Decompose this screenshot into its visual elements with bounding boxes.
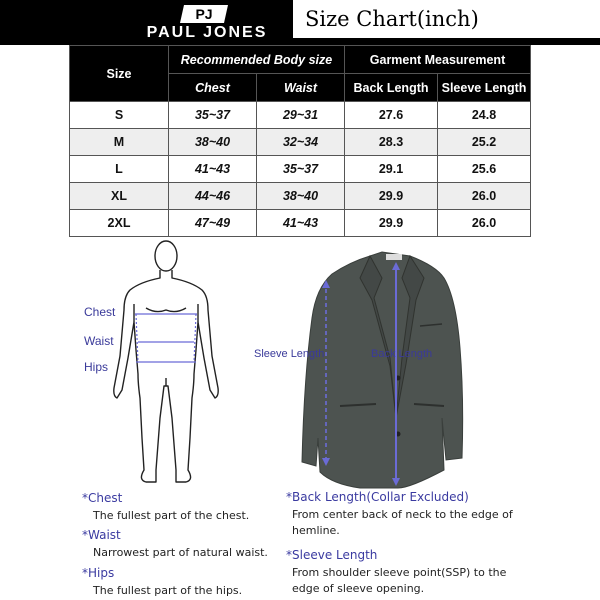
waist-cell: 32~34 [257, 129, 345, 156]
sleeve-length-cell: 24.8 [438, 102, 531, 129]
waist-cell: 38~40 [257, 183, 345, 210]
note-term: *Sleeve Length [286, 548, 378, 562]
page-title: Size Chart(inch) [293, 0, 600, 38]
waist-column-header: Waist [257, 74, 345, 102]
back-length-cell: 29.9 [345, 183, 438, 210]
chest-cell: 44~46 [169, 183, 257, 210]
brand-logo-icon [180, 4, 232, 24]
waist-cell: 29~31 [257, 102, 345, 129]
chest-figure-label: Chest [84, 305, 116, 319]
back-length-figure-label: Back Length [371, 348, 433, 360]
svg-text:PJ: PJ [195, 6, 213, 22]
sleeve-length-figure-label: Sleeve Length [254, 348, 325, 360]
blazer-figure [250, 238, 510, 493]
table-row [70, 102, 531, 129]
note-desc: The fullest part of the chest. [93, 509, 250, 522]
size-chart-table [69, 45, 531, 237]
note-term: *Hips [82, 566, 115, 580]
size-column-header: Size [70, 46, 169, 102]
brand-name: PAUL JONES [146, 24, 268, 41]
size-cell: L [70, 156, 169, 183]
note-hips [82, 566, 282, 599]
note-back-length [286, 490, 526, 539]
hips-figure-label: Hips [84, 360, 109, 374]
note-waist [82, 528, 292, 561]
back-length-cell: 29.1 [345, 156, 438, 183]
back-length-cell: 28.3 [345, 129, 438, 156]
waist-cell: 35~37 [257, 156, 345, 183]
note-sleeve-length [286, 548, 526, 597]
header-bar [0, 0, 600, 45]
chest-cell: 41~43 [169, 156, 257, 183]
sleeve-length-column-header: Sleeve Length [438, 74, 531, 102]
table-row [70, 183, 531, 210]
size-cell: S [70, 102, 169, 129]
table-row [70, 129, 531, 156]
chest-cell: 35~37 [169, 102, 257, 129]
body-size-group-header: Recommended Body size [169, 46, 345, 74]
note-desc: Narrowest part of natural waist. [93, 546, 268, 559]
sleeve-length-cell: 25.2 [438, 129, 531, 156]
garment-group-header: Garment Measurement [345, 46, 531, 74]
back-length-column-header: Back Length [345, 74, 438, 102]
back-length-cell: 27.6 [345, 102, 438, 129]
waist-figure-label: Waist [84, 334, 114, 348]
collar-label-icon [386, 254, 402, 260]
note-desc: From center back of neck to the edge of hemline. [292, 508, 513, 537]
note-chest [82, 491, 282, 524]
sleeve-length-cell: 26.0 [438, 210, 531, 237]
size-cell: XL [70, 183, 169, 210]
table-row [70, 210, 531, 237]
table-row [70, 156, 531, 183]
chest-cell: 47~49 [169, 210, 257, 237]
note-desc: From shoulder sleeve point(SSP) to the edge of sleeve opening. [292, 566, 507, 595]
sleeve-length-cell: 26.0 [438, 183, 531, 210]
waist-cell: 41~43 [257, 210, 345, 237]
sleeve-length-cell: 25.6 [438, 156, 531, 183]
note-term: *Waist [82, 528, 121, 542]
note-desc: The fullest part of the hips. [93, 584, 243, 597]
note-term: *Chest [82, 491, 123, 505]
size-cell: 2XL [70, 210, 169, 237]
chest-column-header: Chest [169, 74, 257, 102]
back-length-cell: 29.9 [345, 210, 438, 237]
note-term: *Back Length(Collar Excluded) [286, 490, 469, 504]
size-cell: M [70, 129, 169, 156]
chest-cell: 38~40 [169, 129, 257, 156]
